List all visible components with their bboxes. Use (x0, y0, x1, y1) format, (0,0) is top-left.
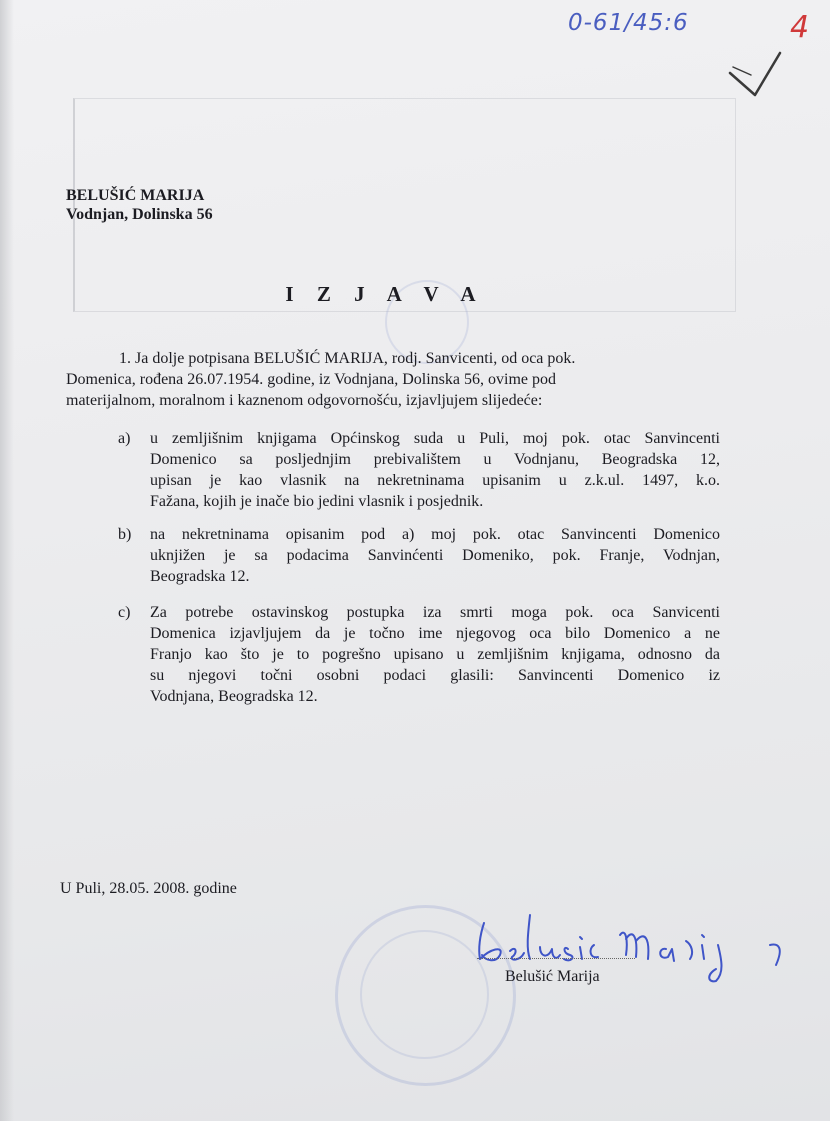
intro-line: materijalnom, moralnom i kaznenom odgovornošću, izjavljujem slijedeće: (66, 392, 543, 409)
item-text (150, 602, 720, 707)
item-line: Za potrebe ostavinskog postupka iza smrti moga pok. oca Sanvicenti (150, 604, 720, 621)
checkmark-icon (725, 45, 795, 105)
item-text (150, 428, 720, 512)
signer-printed-name: Belušić Marija (505, 968, 600, 985)
item-line: Vodnjana, Beogradska 12. (150, 688, 318, 705)
item-letter: c) (118, 604, 131, 621)
list-item-a (118, 428, 720, 512)
sender-block (66, 186, 213, 224)
list-item-c (118, 602, 720, 707)
item-line: u zemljišnim knjigama Općinskog suda u Puli, moj pok. otac Sanvincenti (150, 430, 720, 447)
sender-name: BELUŠIĆ MARIJA (66, 187, 205, 204)
place-date: U Puli, 28.05. 2008. godine (60, 880, 237, 897)
item-letter: a) (118, 430, 131, 447)
document-title: I Z J A V A (285, 282, 485, 306)
item-text (150, 524, 720, 587)
intro-line: 1. Ja dolje potpisana BELUŠIĆ MARIJA, rodj. Sanvicenti, od oca pok. (119, 350, 576, 367)
handwritten-page-number: 4 (790, 10, 810, 45)
item-line: Domenica izjavljujem da je točno ime njegovog oca bilo Domenico a ne (150, 625, 720, 642)
list-item-b (118, 524, 720, 587)
item-line: uknjižen je sa podacima Sanvinćenti Domeniko, pok. Franje, Vodnjan, (150, 547, 720, 564)
page-edge-shadow (0, 0, 14, 1121)
handwritten-archive-number: 0-61/45:6 (568, 10, 689, 36)
intro-line: Domenica, rođena 26.07.1954. godine, iz Vodnjana, Dolinska 56, ovime pod (66, 371, 556, 388)
item-line: na nekretninama opisanim pod a) moj pok. otac Sanvincenti Domenico (150, 526, 720, 543)
item-letter: b) (118, 526, 132, 543)
item-line: su njegovi točni osobni podaci glasili: Sanvincenti Domenico iz (150, 667, 720, 684)
signature-line (477, 958, 635, 959)
item-line: Domenico sa posljednjim prebivalištem u Vodnjanu, Beogradska 12, (150, 451, 720, 468)
intro-paragraph (66, 348, 648, 411)
item-line: Beogradska 12. (150, 568, 250, 585)
item-line: Franjo kao što je to pogrešno upisano u zemljišnim knjigama, odnosno da (150, 646, 720, 663)
item-line: Fažana, kojih je inače bio jedini vlasnik i posjednik. (150, 493, 484, 510)
item-line: upisan je kao vlasnik na nekretninama upisanim u z.k.ul. 1497, k.o. (150, 472, 720, 489)
sender-address: Vodnjan, Dolinska 56 (66, 206, 213, 223)
